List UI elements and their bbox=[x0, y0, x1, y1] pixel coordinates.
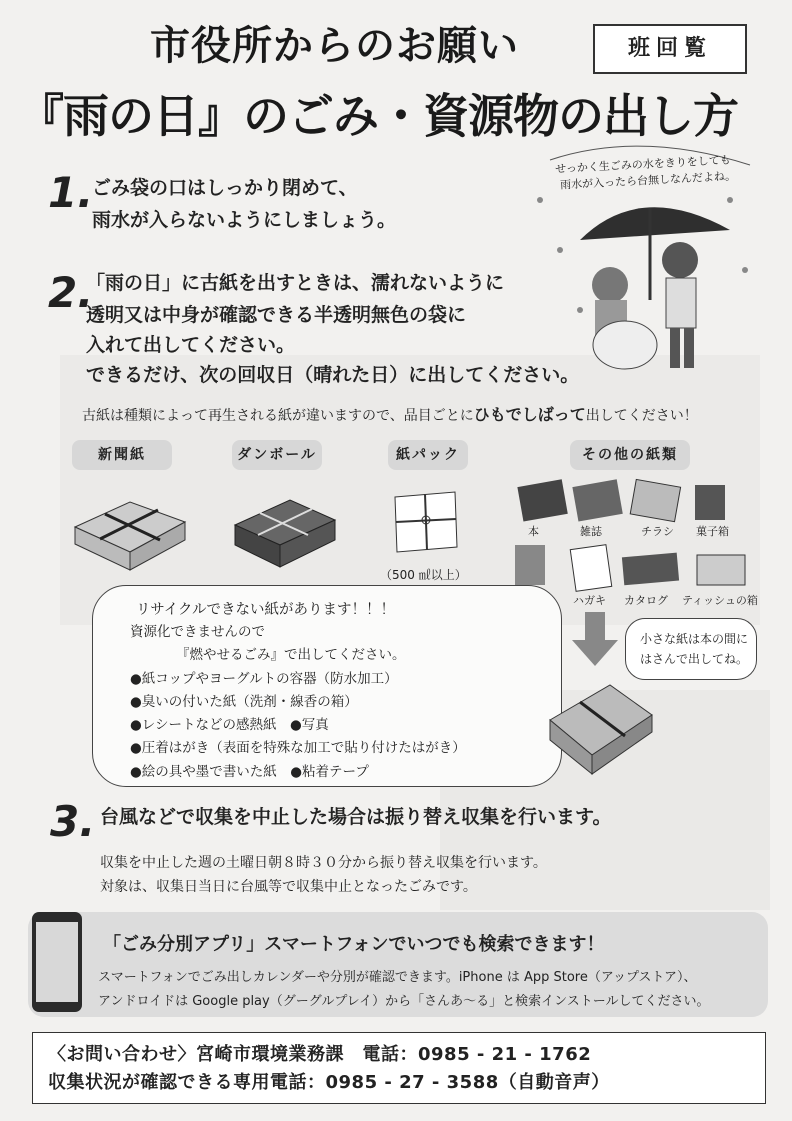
cardboard-bundle-icon bbox=[230, 485, 340, 570]
paper-pack-bundle-icon bbox=[385, 482, 465, 562]
app-text: スマートフォンでごみ出しカレンダーや分別が確認できます。iPhone は App Store（アップストア）、 bbox=[98, 970, 697, 985]
circulation-stamp: 班回覧 bbox=[593, 24, 747, 74]
step-number-2: 2. bbox=[48, 268, 94, 317]
other-paper-item-label: チラシ bbox=[641, 525, 674, 538]
contact-line: 〈お問い合わせ〉宮崎市環境業務課 電話：0985 - 21 - 1762 bbox=[48, 1044, 592, 1065]
category-tag-newspaper: 新聞紙 bbox=[72, 440, 172, 470]
non-recyclable-item: ●紙コップやヨーグルトの容器（防水加工） bbox=[130, 671, 398, 687]
contact-line: 収集状況が確認できる専用電話：0985 - 27 - 3588（自動音声） bbox=[48, 1072, 610, 1093]
paper-sorting-note: 古紙は種類によって再生される紙が違いますので、品目ごとにひもでしばって出してください！ bbox=[82, 405, 698, 424]
step-number-1: 1. bbox=[48, 168, 94, 217]
step2-line4: できるだけ、次の回収日（晴れた日）に出してください。 bbox=[86, 364, 580, 386]
illustration-speech: 雨水が入ったら台無しなんだよね。 bbox=[559, 169, 737, 192]
step-number-3: 3. bbox=[50, 797, 96, 846]
non-recyclable-heading: リサイクルできない紙があります！！！ bbox=[136, 602, 395, 618]
other-paper-item-label: 菓子箱 bbox=[696, 525, 729, 538]
tip-bubble: 小さな紙は本の間に はさんで出してね。 bbox=[625, 618, 757, 680]
step3-detail: 対象は、収集日当日に台風等で収集中止となったごみです。 bbox=[100, 879, 477, 895]
step3-heading: 台風などで収集を中止した場合は振り替え収集を行います。 bbox=[100, 806, 612, 828]
other-paper-item-label: 本 bbox=[528, 525, 539, 538]
page-subtitle: 『雨の日』のごみ・資源物の出し方 bbox=[18, 89, 738, 143]
other-paper-item-label: ティッシュの箱 bbox=[682, 594, 758, 607]
step2-line1: 「雨の日」に古紙を出すときは、濡れないように bbox=[86, 272, 505, 294]
non-recyclable-item: ●レシートなどの感熱紙 ●写真 bbox=[130, 717, 329, 733]
non-recyclable-item: ●臭いの付いた紙（洗剤・線香の箱） bbox=[130, 694, 358, 710]
step2-line2: 透明又は中身が確認できる半透明無色の袋に bbox=[86, 304, 467, 326]
non-recyclable-line: 『燃やせるごみ』で出してください。 bbox=[176, 647, 406, 663]
step2-line3: 入れて出してください。 bbox=[86, 334, 296, 356]
step1-line1: ごみ袋の口はしっかり閉めて、 bbox=[92, 177, 358, 199]
other-paper-item-label: カタログ bbox=[624, 594, 668, 607]
category-tag-paper-pack: 紙パック bbox=[388, 440, 468, 470]
app-heading: 「ごみ分別アプリ」スマートフォンでいつでも検索できます！ bbox=[103, 934, 605, 955]
arrow-down-icon bbox=[570, 612, 620, 667]
step1-line2: 雨水が入らないようにしましょう。 bbox=[92, 209, 397, 231]
category-tag-cardboard: ダンボール bbox=[232, 440, 322, 470]
paper-sorting-emphasis: ひもでしばって bbox=[473, 405, 586, 424]
step3-detail: 収集を中止した週の土曜日朝８時３０分から振り替え収集を行います。 bbox=[100, 855, 547, 871]
other-paper-item-label: ハガキ bbox=[573, 594, 606, 607]
bag-of-paper-icon bbox=[540, 670, 660, 780]
smartphone-icon bbox=[32, 912, 82, 1012]
category-tag-other-paper: その他の紙類 bbox=[570, 440, 690, 470]
non-recyclable-line: 資源化できませんので bbox=[130, 624, 265, 640]
illustration-speech: せっかく生ごみの水をきりをしても bbox=[554, 153, 732, 176]
paper-pack-size-label: （500 ㎖以上） bbox=[380, 568, 467, 582]
other-paper-item-label: 雑誌 bbox=[580, 525, 602, 538]
page-title: 市役所からのお願い bbox=[150, 23, 519, 69]
non-recyclable-item: ●絵の具や墨で書いた紙 ●粘着テープ bbox=[130, 764, 369, 780]
newspaper-bundle-icon bbox=[70, 482, 190, 572]
app-text: アンドロイドは Google play（グーグルプレイ）から「さんあ～る」と検索インストールしてください。 bbox=[98, 994, 710, 1009]
non-recyclable-item: ●圧着はがき（表面を特殊な加工で貼り付けたはがき） bbox=[130, 740, 466, 756]
